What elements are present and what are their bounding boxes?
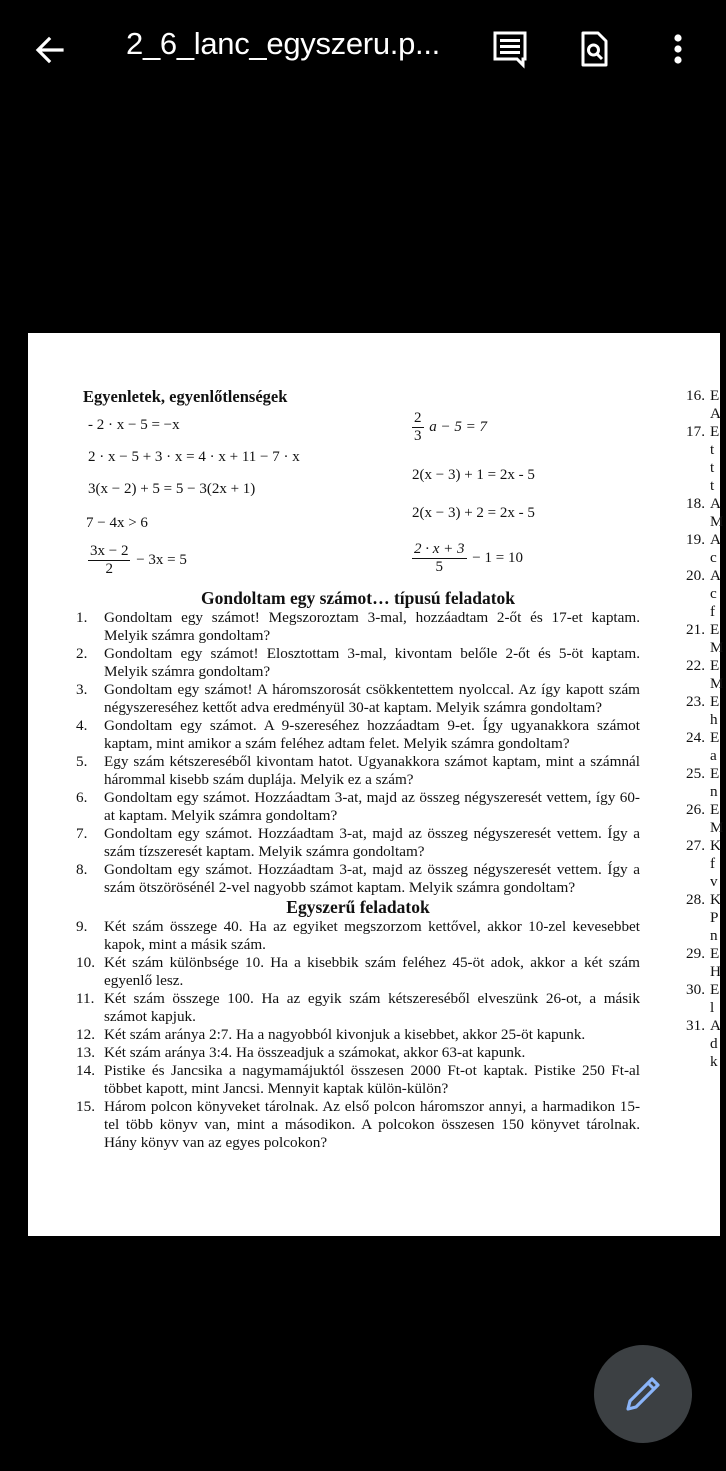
equation-7: 2(x − 3) + 1 = 2x - 5 <box>412 467 535 483</box>
fraction-numerator: 2 · x + 3 <box>414 541 465 557</box>
problem-text: Gondoltam egy számot! Megszoroztam 3-mal, hozzáadtam 2-őt és 17-et kaptam. Melyik számra gondoltam? <box>104 609 640 644</box>
clipped-problem <box>686 657 726 693</box>
problem-number: 5. <box>76 753 88 770</box>
problem-number: 11. <box>76 990 95 1007</box>
problem-number: 7. <box>76 825 88 842</box>
clipped-problem <box>686 387 726 423</box>
problem-number: 28. <box>686 891 705 908</box>
problem-number: 20. <box>686 567 705 584</box>
problem-number: 17. <box>686 423 705 440</box>
problem-item <box>76 1044 640 1062</box>
clipped-lines <box>710 495 724 531</box>
clipped-lines <box>710 693 719 729</box>
clipped-text: n <box>710 783 718 800</box>
fraction-numerator: 3x − 2 <box>90 543 129 559</box>
equation-9 <box>412 541 523 576</box>
clipped-text: A <box>710 405 721 422</box>
problem-item <box>76 990 640 1026</box>
fraction <box>412 410 424 445</box>
problem-number: 14. <box>76 1062 95 1079</box>
clipped-problem <box>686 981 726 1017</box>
problem-text: Két szám aránya 3:4. Ha összeadjuk a számokat, akkor 63-at kapunk. <box>104 1044 526 1061</box>
equation-rest: − 3x = 5 <box>136 551 187 568</box>
clipped-problem <box>686 621 726 657</box>
problem-text: Gondoltam egy számot. Hozzáadtam 3-at, majd az összeg négyszeresét vettem. Így a szám ötszörösénél 2-vel nagyobb számot kaptam. Melyik számra gondoltam? <box>104 861 640 896</box>
problem-number: 21. <box>686 621 705 638</box>
clipped-text: c <box>710 585 717 602</box>
right-column-clipped <box>686 387 726 1071</box>
edit-pencil-icon <box>624 1375 662 1413</box>
problem-number: 23. <box>686 693 705 710</box>
problem-number: 18. <box>686 495 705 512</box>
clipped-text: A <box>710 567 721 584</box>
clipped-lines <box>710 567 721 621</box>
problem-item <box>76 1098 640 1152</box>
problem-number: 8. <box>76 861 88 878</box>
problem-number: 2. <box>76 645 88 662</box>
clipped-text: l <box>710 999 715 1016</box>
more-options-button[interactable] <box>658 28 698 70</box>
fraction <box>412 541 467 576</box>
clipped-text: E <box>710 801 720 818</box>
problem-text: Gondoltam egy számot. A 9-szereséhez hozzáadtam 9-et. Így ugyanakkora számot kaptam, mint amikor a szám feléhez adtam felet. Melyik számra gondoltam? <box>104 717 640 752</box>
problem-list-gondoltam <box>76 609 640 897</box>
problem-item <box>76 954 640 990</box>
problem-item <box>76 1062 640 1098</box>
equation-3: 3(x − 2) + 5 = 5 − 3(2x + 1) <box>88 481 256 497</box>
find-in-page-button[interactable] <box>574 28 614 70</box>
clipped-lines <box>710 765 719 801</box>
fraction-denominator: 2 <box>105 561 113 577</box>
problem-number: 9. <box>76 918 88 935</box>
clipped-text: K <box>710 837 721 854</box>
clipped-text: E <box>710 423 720 440</box>
fraction-denominator: 3 <box>414 428 422 444</box>
clipped-text: M <box>710 513 724 530</box>
clipped-problem <box>686 765 726 801</box>
clipped-problem <box>686 567 726 621</box>
equation-8: 2(x − 3) + 2 = 2x - 5 <box>412 505 535 521</box>
problem-number: 24. <box>686 729 705 746</box>
clipped-text: E <box>710 657 720 674</box>
clipped-text: t <box>710 477 715 494</box>
clipped-lines <box>710 981 719 1017</box>
clipped-text: A <box>710 531 721 548</box>
problem-item <box>76 861 640 897</box>
problem-text: Gondoltam egy számot. Hozzáadtam 3-at, majd az összeg négyszeresét vettem. Így a szám tízszeresét kaptam. Melyik számra gondoltam? <box>104 825 640 860</box>
problem-item <box>76 681 640 717</box>
clipped-text: E <box>710 945 720 962</box>
clipped-lines <box>710 1017 721 1071</box>
equation-rest: − 1 = 10 <box>472 549 523 566</box>
problem-text: Pistike és Jancsika a nagymamájuktól összesen 2000 Ft-ot kaptak. Pistike 250 Ft-al többet kapott, mint Jancsi. Mennyit kaptak külön-külön? <box>104 1062 640 1097</box>
equation-rest: a − 5 = 7 <box>429 418 487 435</box>
problem-number: 15. <box>76 1098 95 1115</box>
clipped-text: h <box>710 711 718 728</box>
equation-5 <box>88 543 187 578</box>
clipped-text: E <box>710 693 720 710</box>
clipped-text: E <box>710 765 720 782</box>
document-title: 2_6_lanc_egyszeru.p... <box>126 26 440 61</box>
problem-number: 19. <box>686 531 705 548</box>
problem-text: Gondoltam egy számot! A háromszorosát csökkentettem nyolccal. Az így kapott szám négyszereséhez kettőt adva eredményül 30-at kaptam. Melyik számra gondoltam? <box>104 681 640 716</box>
pdf-page[interactable] <box>28 333 724 1236</box>
clipped-text: v <box>710 873 718 890</box>
clipped-text: t <box>710 459 715 476</box>
equation-4: 7 − 4x > 6 <box>86 515 148 531</box>
section-title-gondoltam: Gondoltam egy számot… típusú feladatok <box>200 588 516 608</box>
clipped-text: k <box>710 1053 718 1070</box>
section-title-egyszeru: Egyszerű feladatok <box>286 897 430 917</box>
problem-item <box>76 645 640 681</box>
equation-1: - 2 · x − 5 = −x <box>88 417 180 433</box>
comments-icon <box>490 28 530 70</box>
problem-item <box>76 789 640 825</box>
problem-text: Két szám összege 40. Ha az egyiket megszorzom kettővel, akkor 10-zel kevesebbet kapok, mint a másik szám. <box>104 918 640 953</box>
clipped-text: a <box>710 747 717 764</box>
clipped-lines <box>710 801 724 837</box>
section-title-equations: Egyenletek, egyenlőtlenségek <box>83 387 288 406</box>
clipped-text: f <box>710 603 716 620</box>
clipped-lines <box>710 945 721 981</box>
problem-item <box>76 753 640 789</box>
problem-text: Gondoltam egy számot. Hozzáadtam 3-at, majd az összeg négyszeresét vettem, így 60-at kaptam. Melyik számra gondoltam? <box>104 789 640 824</box>
clipped-text: E <box>710 621 720 638</box>
problem-number: 22. <box>686 657 705 674</box>
problem-text: Két szám különbsége 10. Ha a kisebbik szám feléhez 45-öt adok, akkor a két szám egyenlő lesz. <box>104 954 640 989</box>
clipped-text: M <box>710 675 724 692</box>
problem-number: 4. <box>76 717 88 734</box>
clipped-problem <box>686 495 726 531</box>
problem-text: Gondoltam egy számot! Elosztottam 3-mal, kivontam belőle 2-őt és 5-öt kaptam. Melyik számra gondoltam? <box>104 645 640 680</box>
clipped-lines <box>710 621 724 657</box>
problem-number: 12. <box>76 1026 95 1043</box>
top-app-bar <box>0 0 720 100</box>
clipped-text: P <box>710 909 719 926</box>
equation-2: 2 · x − 5 + 3 · x = 4 · x + 11 − 7 · x <box>88 449 300 465</box>
problem-item <box>76 609 640 645</box>
clipped-problem <box>686 729 726 765</box>
clipped-text: E <box>710 729 720 746</box>
clipped-text: H <box>710 963 721 980</box>
clipped-text: d <box>710 1035 718 1052</box>
problem-number: 25. <box>686 765 705 782</box>
clipped-problem <box>686 801 726 837</box>
clipped-text: A <box>710 495 721 512</box>
problems-flow <box>76 588 640 1152</box>
clipped-text: A <box>710 1017 721 1034</box>
problem-number: 6. <box>76 789 88 806</box>
problem-text: Két szám aránya 2:7. Ha a nagyobból kivonjuk a kisebbet, akkor 25-öt kapunk. <box>104 1026 586 1043</box>
problem-number: 3. <box>76 681 88 698</box>
more-vert-icon <box>658 28 698 70</box>
problem-number: 27. <box>686 837 705 854</box>
problem-number: 13. <box>76 1044 95 1061</box>
clipped-lines <box>710 657 724 693</box>
clipped-problem <box>686 837 726 891</box>
problem-item <box>76 825 640 861</box>
clipped-text: f <box>710 855 716 872</box>
clipped-lines <box>710 837 721 891</box>
problem-number: 26. <box>686 801 705 818</box>
problem-number: 30. <box>686 981 705 998</box>
problem-item <box>76 717 640 753</box>
clipped-lines <box>710 729 719 765</box>
problem-number: 1. <box>76 609 88 626</box>
problem-number: 16. <box>686 387 705 404</box>
fraction-denominator: 5 <box>435 559 444 575</box>
clipped-lines <box>710 531 721 567</box>
clipped-lines <box>710 423 719 495</box>
problem-number: 10. <box>76 954 95 971</box>
clipped-problem <box>686 1017 726 1071</box>
back-button[interactable] <box>30 30 70 70</box>
problem-text: Két szám összege 100. Ha az egyik szám kétszereséből elveszünk 26-ot, a másik számot kapjuk. <box>104 990 640 1025</box>
clipped-text: K <box>710 891 721 908</box>
find-in-page-icon <box>574 28 614 70</box>
clipped-lines <box>710 891 721 945</box>
clipped-lines <box>710 387 721 423</box>
edit-fab-button[interactable] <box>594 1345 692 1443</box>
clipped-text: E <box>710 387 720 404</box>
fraction <box>88 543 130 578</box>
equation-6 <box>412 410 487 445</box>
clipped-problem <box>686 693 726 729</box>
fraction-numerator: 2 <box>414 410 422 426</box>
problem-item <box>76 918 640 954</box>
clipped-text: t <box>710 441 715 458</box>
clipped-text: M <box>710 639 724 656</box>
clipped-problem <box>686 891 726 945</box>
clipped-problem <box>686 531 726 567</box>
clipped-text: n <box>710 927 718 944</box>
clipped-problem <box>686 423 726 495</box>
clipped-text: E <box>710 981 720 998</box>
back-arrow-icon <box>30 30 70 70</box>
clipped-problem <box>686 945 726 981</box>
comments-button[interactable] <box>490 28 530 70</box>
problem-text: Egy szám kétszereséből kivontam hatot. Ugyanakkora számot kaptam, mint a számnál hárommal kisebb szám duplája. Melyik ez a szám? <box>104 753 640 788</box>
problem-item <box>76 1026 640 1044</box>
problem-text: Három polcon könyveket tárolnak. Az első polcon háromszor annyi, a harmadikon 15-tel több könyv van, mint a másodikon. A polcokon összesen 150 könyvet tárolnak. Hány könyv van az egyes polcokon? <box>104 1098 640 1151</box>
clipped-text: c <box>710 549 717 566</box>
problem-number: 31. <box>686 1017 705 1034</box>
problem-number: 29. <box>686 945 705 962</box>
problem-list-egyszeru <box>76 918 640 1152</box>
clipped-text: M <box>710 819 724 836</box>
